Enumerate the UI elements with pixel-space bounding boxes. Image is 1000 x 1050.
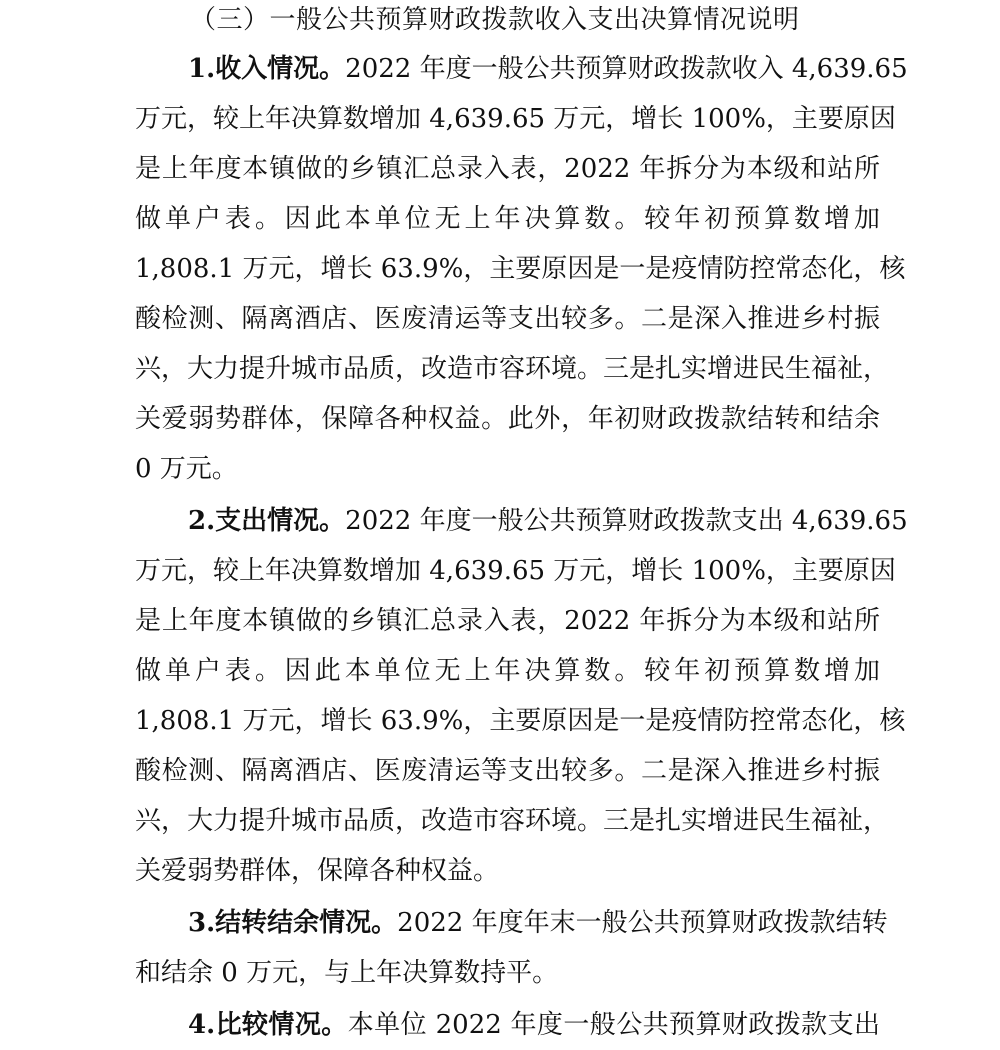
paragraph-2-heading: 2.支出情况。 [188, 506, 346, 536]
paragraph-1-line-6: 酸检测、隔离酒店、医废清运等支出较多。二是深入推进乡村振 [135, 304, 880, 334]
paragraph-1-line-8: 关爱弱势群体，保障各种权益。此外，年初财政拨款结转和结余 [135, 404, 880, 434]
paragraph-2-line-2: 万元，较上年决算数增加 4,639.65 万元，增长 100%，主要原因 [135, 556, 896, 586]
paragraph-1-line-9: 0 万元。 [135, 454, 238, 484]
paragraph-2-line-7: 兴，大力提升城市品质，改造市容环境。三是扎实增进民生福祉， [135, 806, 890, 836]
paragraph-1-line-5: 1,808.1 万元，增长 63.9%，主要原因是一是疫情防控常态化，核 [135, 254, 906, 284]
paragraph-2-line-4: 做单户表。因此本单位无上年决算数。较年初预算数增加 [135, 656, 880, 686]
paragraph-1-line-1-text: 2022 年度一般公共预算财政拨款收入 4,639.65 [345, 54, 908, 84]
paragraph-2-line-8: 关爱弱势群体，保障各种权益。 [135, 856, 500, 886]
paragraph-2-line-3: 是上年度本镇做的乡镇汇总录入表，2022 年拆分为本级和站所 [135, 606, 880, 636]
paragraph-1-line-4: 做单户表。因此本单位无上年决算数。较年初预算数增加 [135, 204, 880, 234]
paragraph-4-line-1 [188, 1000, 880, 1050]
paragraph-2-line-6: 酸检测、隔离酒店、医废清运等支出较多。二是深入推进乡村振 [135, 756, 880, 786]
paragraph-4-line-1-text: 本单位 2022 年度一般公共预算财政拨款支出 [347, 1010, 880, 1040]
paragraph-1-line-1 [188, 44, 908, 94]
paragraph-3-heading: 3.结转结余情况。 [188, 908, 398, 938]
paragraph-1-line-2: 万元，较上年决算数增加 4,639.65 万元，增长 100%，主要原因 [135, 104, 896, 134]
paragraph-2-line-1 [188, 496, 908, 546]
paragraph-1-line-3: 是上年度本镇做的乡镇汇总录入表，2022 年拆分为本级和站所 [135, 154, 880, 184]
paragraph-3-line-1-text: 2022 年度年末一般公共预算财政拨款结转 [397, 908, 888, 938]
section-title: （三）一般公共预算财政拨款收入支出决算情况说明 [190, 5, 800, 35]
paragraph-1-line-7: 兴，大力提升城市品质，改造市容环境。三是扎实增进民生福祉， [135, 354, 890, 384]
paragraph-4-heading: 4.比较情况。 [188, 1010, 348, 1040]
paragraph-3-line-1 [188, 898, 888, 948]
paragraph-2-line-1-text: 2022 年度一般公共预算财政拨款支出 4,639.65 [345, 506, 908, 536]
paragraph-2-line-5: 1,808.1 万元，增长 63.9%，主要原因是一是疫情防控常态化，核 [135, 706, 906, 736]
paragraph-1-heading: 1.收入情况。 [188, 54, 346, 84]
paragraph-3-line-2: 和结余 0 万元，与上年决算数持平。 [135, 958, 559, 988]
